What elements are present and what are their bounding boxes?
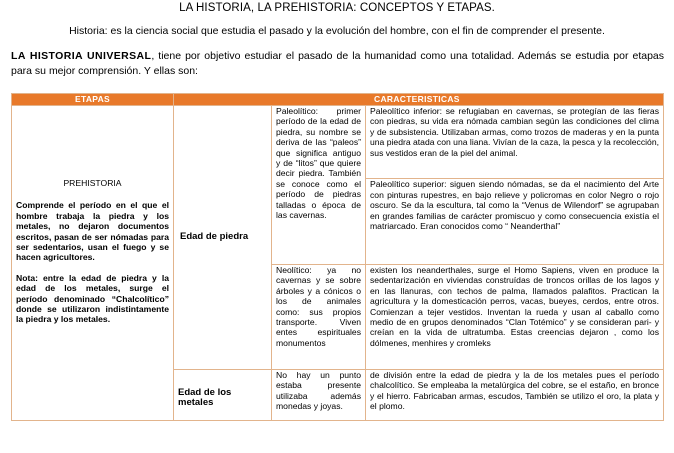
paleolitico-definition: Paleolítico: primer período de la edad de piedra, su nombre se deriva de las “paleos” que significa antiguo y de “litos” que quiere decir piedra. También se conoce como el período de piedras talladas o época de las cavernas.: [272, 106, 366, 265]
prehistoria-title: PREHISTORIA: [63, 178, 122, 188]
universal-history-paragraph: [11, 49, 664, 79]
paleolitico-inferior: Paleolítico inferior: se refugiaban en cavernas, se protegían de las fieras con piedras, su vida era nómada cambian según las condiciones del clima y de subsistencia. Utilizaban armas, como trozos de maderas y en la punta una piedra atada con una liana. Vivían de la caza, la pesca y la recolección, sus vestidos eran de la piel del animal.: [366, 106, 664, 179]
header-etapas: ETAPAS: [12, 94, 174, 106]
table-header-row: [12, 94, 664, 106]
neolitico-description: existen los neanderthales, surge el Homo Sapiens, viven en produce la sedentarización en viviendas construídas de troncos orillas de los lagos y en las llanuras, con techos de palma, llamados palafitos. Practican la agricultura y la domesticación perros, vacas, bueyes, cerdos, entre otros. Comienzan a tejer vestidos. Inventan la rueda y usan al caballo como medio de en grupos denominados “Clan Totémico” y se consideran pari- y creían en la vida de ultratumba. Estas creencias dejaron , como los dólmenes, menhires y cromleks: [366, 265, 664, 370]
prehistoria-definition: Comprende el período en el que el hombre trabaja la piedra y los metales, no dejaron documentos escritos, pasan de ser nómadas para ser sedentarios, usan el fuego y se hacen agricultores.: [16, 200, 169, 263]
edad-metales-definition: No hay un punto estaba presente utilizaba además monedas y joyas.: [272, 370, 366, 421]
edad-piedra-label: Edad de piedra: [174, 106, 272, 370]
prehistoria-cell: [12, 106, 174, 421]
history-definition: Historia: es la ciencia social que estudia el pasado y la evolución del hombre, con el fin de comprender el presente.: [69, 25, 605, 37]
universal-history-text: , tiene por objetivo estudiar el pasado de la humanidad como una totalidad. Además se estudia por etapas para su mejor comprensión. Y ellas son:: [11, 50, 665, 77]
edad-metales-label: Edad de los metales: [174, 370, 272, 421]
stages-table: [11, 93, 664, 421]
page-title: LA HISTORIA, LA PREHISTORIA: CONCEPTOS Y ETAPAS.: [179, 2, 495, 14]
prehistoria-note: Nota: entre la edad de piedra y la edad de los metales, surge el período denominado “Chalcolítico” donde se utilizaron indistintamente la piedra y los metales.: [16, 272, 169, 325]
neolitico-definition: Neolítico: ya no cavernas y se sobre árboles y a cónicos o los de animales como: sus propios transporte. Viven entes espirituales monumentos: [272, 265, 366, 370]
universal-history-lead: LA HISTORIA UNIVERSAL: [11, 50, 152, 62]
paleolitico-superior: Paleolítico superior: siguen siendo nómadas, se da el nacimiento del Arte con pinturas rupestres, en bajo relieve y policromas en color Negro o rojo oscuro. Se da la escultura, tal como la “Venus de Wilendorf” se agrupaban en grandes familias de carácter promiscuo y como consecuencia existía el matriarcado. Eran conocidos como “ Neanderthal”: [366, 179, 664, 265]
table-row: [12, 106, 664, 179]
header-caracteristicas: CARACTERISTICAS: [174, 94, 664, 106]
edad-metales-description: de división entre la edad de piedra y la de los metales pues el período chalcolítico. Se empleaba la metalúrgica del cobre, se el estaño, en bronce y el hierro. Fabricaban armas, escudos, También se utilizo el oro, la plata y el plomo.: [366, 370, 664, 421]
